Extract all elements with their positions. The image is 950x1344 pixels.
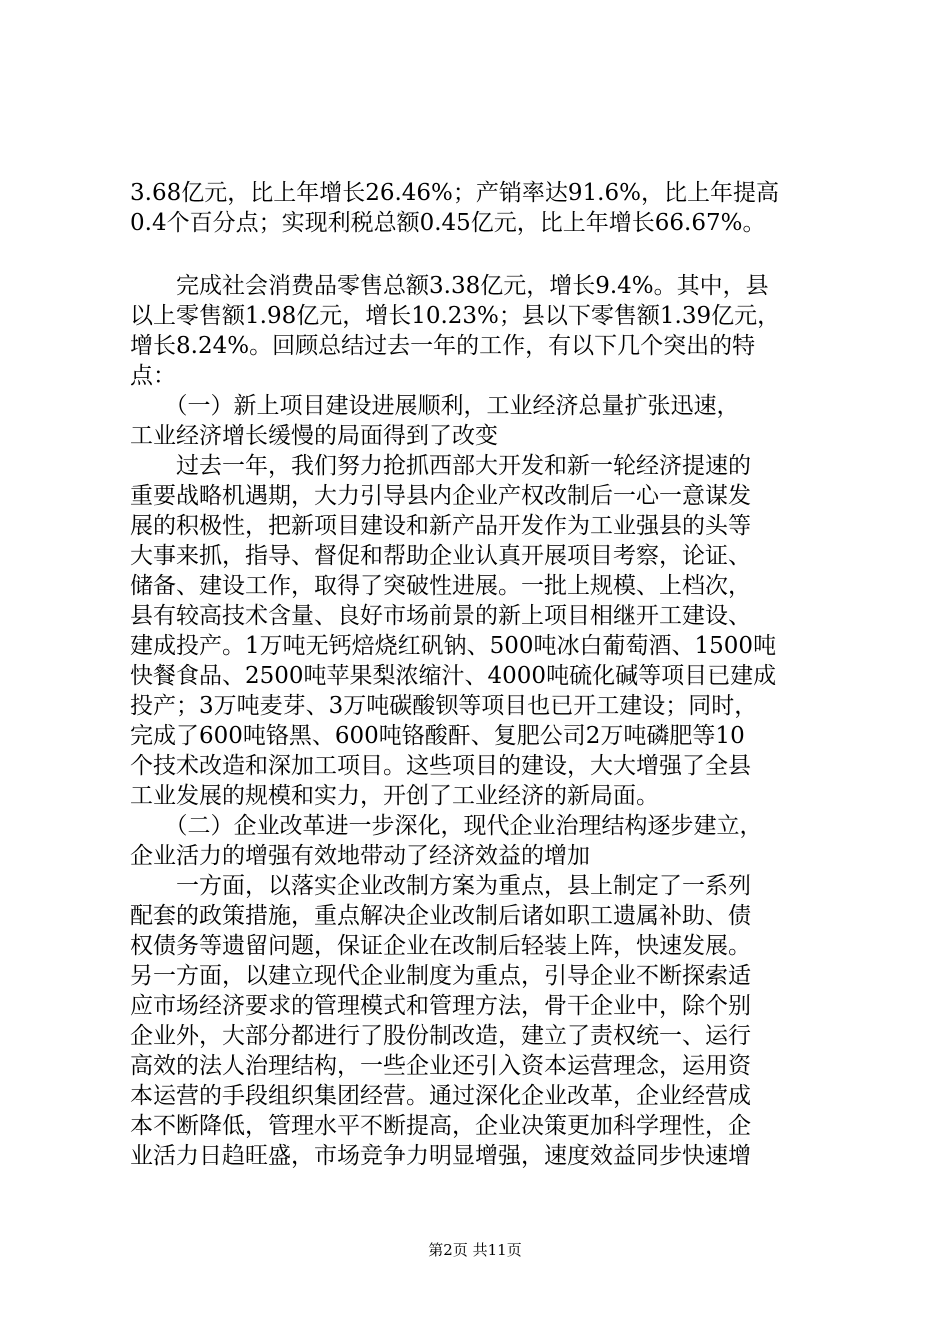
page-number-footer: 第2页 共11页 xyxy=(428,1241,522,1259)
text-line: 权债务等遗留问题，保证企业在改制后轻装上阵，快速发展。 xyxy=(130,933,751,959)
text-line: 重要战略机遇期，大力引导县内企业产权改制后一心一意谋发 xyxy=(130,483,751,509)
text-line: 3.68亿元，比上年增长26.46%；产销率达91.6%，比上年提高 xyxy=(130,180,779,206)
text-line: 本不断降低，管理水平不断提高，企业决策更加科学理性，企 xyxy=(130,1113,751,1139)
text-line: 配套的政策措施，重点解决企业改制后诸如职工遗属补助、债 xyxy=(130,903,751,929)
section-heading: （二）企业改革进一步深化，现代企业治理结构逐步建立， xyxy=(130,813,763,839)
text-line: 完成社会消费品零售总额3.38亿元，增长9.4%。其中，县 xyxy=(130,273,769,299)
section-heading: （一）新上项目建设进展顺利，工业经济总量扩张迅速， xyxy=(130,393,740,419)
text-line: 建成投产。1万吨无钙焙烧红矾钠、500吨冰白葡萄酒、1500吨 xyxy=(130,633,777,659)
text-line: 业活力日趋旺盛，市场竞争力明显增强，速度效益同步快速增 xyxy=(130,1143,751,1169)
text-line: 快餐食品、2500吨苹果梨浓缩汁、4000吨硫化碱等项目已建成 xyxy=(130,663,777,689)
text-line: 过去一年，我们努力抢抓西部大开发和新一轮经济提速的 xyxy=(130,453,751,479)
text-line: 展的积极性，把新项目建设和新产品开发作为工业强县的头等 xyxy=(130,513,751,539)
text-line: 以上零售额1.98亿元，增长10.23%；县以下零售额1.39亿元， xyxy=(130,303,781,329)
text-line: 本运营的手段组织集团经营。通过深化企业改革，企业经营成 xyxy=(130,1083,751,1109)
text-line: 大事来抓，指导、督促和帮助企业认真开展项目考察，论证、 xyxy=(130,543,751,569)
text-line: 完成了600吨铬黑、600吨铬酸酐、复肥公司2万吨磷肥等10 xyxy=(130,723,745,749)
text-line: 0.4个百分点；实现利税总额0.45亿元，比上年增长66.67%。 xyxy=(130,210,766,236)
section-heading: 工业经济增长缓慢的局面得到了改变 xyxy=(130,423,498,449)
text-line: 增长8.24%。回顾总结过去一年的工作，有以下几个突出的特 xyxy=(130,333,756,359)
text-line: 储备、建设工作，取得了突破性进展。一批上规模、上档次， xyxy=(130,573,751,599)
text-line: 县有较高技术含量、良好市场前景的新上项目相继开工建设、 xyxy=(130,603,751,629)
text-line: 个技术改造和深加工项目。这些项目的建设，大大增强了全县 xyxy=(130,753,751,779)
text-line: 一方面，以落实企业改制方案为重点，县上制定了一系列 xyxy=(130,873,751,899)
text-line: 企业外，大部分都进行了股份制改造，建立了责权统一、运行 xyxy=(130,1023,751,1049)
text-line: 工业发展的规模和实力，开创了工业经济的新局面。 xyxy=(130,783,659,809)
section-heading: 企业活力的增强有效地带动了经济效益的增加 xyxy=(130,843,590,869)
text-line: 投产；3万吨麦芽、3万吨碳酸钡等项目也已开工建设；同时， xyxy=(130,693,758,719)
text-line: 点： xyxy=(130,363,176,389)
text-line: 高效的法人治理结构，一些企业还引入资本运营理念，运用资 xyxy=(130,1053,751,1079)
text-line: 另一方面，以建立现代企业制度为重点，引导企业不断探索适 xyxy=(130,963,751,989)
text-line: 应市场经济要求的管理模式和管理方法，骨干企业中，除个别 xyxy=(130,993,751,1019)
